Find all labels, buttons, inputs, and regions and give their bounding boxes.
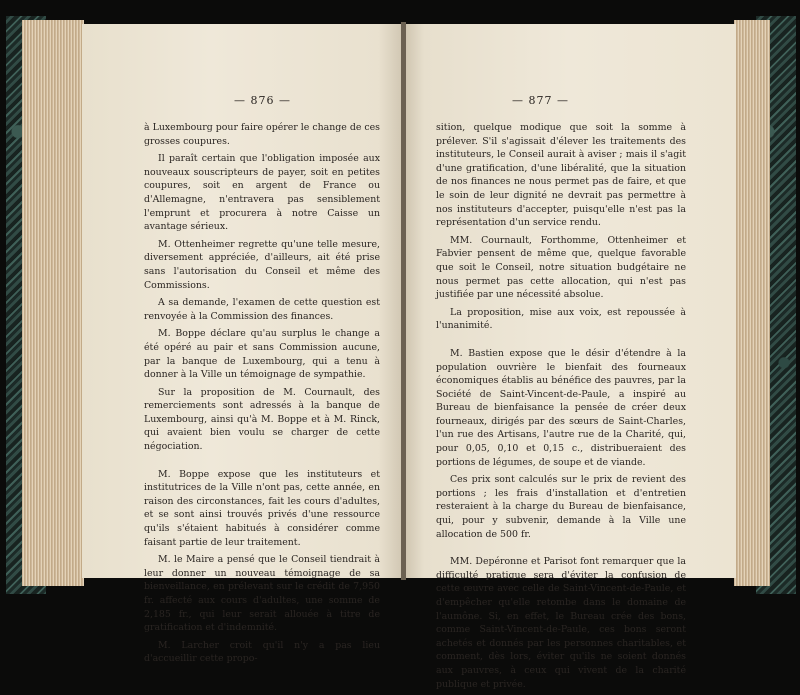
right-page-text (436, 121, 686, 695)
paragraph: M. Boppe expose que les instituteurs et institutrices de la Ville n'ont pas, cette année, en raison des circonstances, fait les cours d'adultes, et se sont ainsi trouvés privés d'une ressource qu'ils s'étaient habitués à considérer comme faisant partie de leur traitement. (144, 468, 380, 548)
book-gutter (401, 22, 406, 580)
paragraph: M. le Maire a pensé que le Conseil tiendrait à leur donner un nouveau témoignage de sa bienveillance, en prélevant sur le crédit de 7,950 fr. affecté aux cours d'adultes, une somme de 2,185 fr., qui leur serait allouée à titre de gratification et d'indemnité. (144, 554, 380, 634)
paragraph: A sa demande, l'examen de cette question est renvoyée à la Commission des finances. (144, 297, 380, 322)
paragraph: Ces prix sont calculés sur le prix de revient des portions ; les frais d'installation et d'entretien resteraient à la charge du Bureau de bienfaisance, qui, pour y subvenir, demande à la Ville une allocation de 500 fr. (436, 474, 686, 540)
page-edges-left (22, 20, 84, 586)
paragraph: MM. Depéronne et Parisot font remarquer que la difficulté pratique sera d'éviter la confusion de cette œuvre avec celle de Saint-Vincent-de-Paule, et d'empêcher qu'elle retombe dans le domaine de l'aumône. Si, en effet, le Bureau crée des bons, comme Saint-Vincent-de-Paule, ces bons seront achetés et donnés par les personnes charitables, et comment, dès lors, éviter qu'ils ne soient donnés aux pauvres, à ceux qui vivent de la charité publique et privée. (436, 556, 686, 690)
left-page (82, 24, 404, 665)
paragraph: M. Larcher croit qu'il n'y a pas lieu d'accueillir cette propo- (144, 639, 380, 665)
paragraph: sition, quelque modique que soit la somme à prélever. S'il s'agissait d'élever les traitements des instituteurs, le Conseil aurait à aviser ; mais il s'agit d'une gratification, d'une libéralité, que la situation de nos finances ne nous permet pas de faire, et que le soin de leur dignité ne devrait pas permettre à nos instituteurs d'accepter, puisqu'elle n'est pas la représentation d'un service rendu. (436, 122, 686, 229)
left-page-text (144, 121, 380, 670)
paragraph: M. Ottenheimer regrette qu'une telle mesure, diversement appréciée, d'ailleurs, ait été prise sans l'autorisation du Conseil et même des Commissions. (144, 238, 380, 291)
paragraph: M. Bastien expose que le désir d'étendre à la population ouvrière le bienfait des fourneaux économiques établis au bénéfice des pauvres, par la Société de Saint-Vincent-de-Paule, a inspiré au Bureau de bienfaisance la pensée de créer deux fourneaux, dirigés par des sœurs de Saint-Charles, l'un rue des Artisans, l'autre rue de la Charité, qui, pour 0,05, 0,10 et 0,15 c., distribueraient des portions de légumes, de soupe et de viande. (436, 347, 686, 468)
page-edges-right (734, 20, 770, 586)
page-number-left: — 876 — (234, 94, 291, 107)
paragraph: à Luxembourg pour faire opérer le change de ces grosses coupures. (144, 122, 380, 147)
right-page (404, 24, 736, 690)
page-number-right: — 877 — (512, 94, 569, 107)
paragraph: La proposition, mise aux voix, est repoussée à l'unanimité. (436, 306, 686, 332)
paragraph: Sur la proposition de M. Cournault, des remerciements sont adressés à la banque de Luxembourg, ainsi qu'à M. Boppe et à M. Rinck, qui avaient bien voulu se charger de cette négociation. (144, 386, 380, 453)
paragraph: MM. Cournault, Forthomme, Ottenheimer et Fabvier pensent de même que, quelque favorable que soit le Conseil, notre situation budgétaire ne nous permet pas cette allocation, qui n'est pas justifiée par une nécessité absolue. (436, 234, 686, 301)
paragraph: M. Boppe déclare qu'au surplus le change a été opéré au pair et sans Commission aucune, par la banque de Luxembourg, qui a tenu à donner à la Ville un témoignage de sympathie. (144, 328, 380, 381)
paragraph: Il paraît certain que l'obligation imposée aux nouveaux souscripteurs de payer, soit en petites coupures, soit en argent de France ou d'Allemagne, n'entravera pas sensiblement l'emprunt et procurera à notre Caisse un avantage sérieux. (144, 153, 380, 233)
